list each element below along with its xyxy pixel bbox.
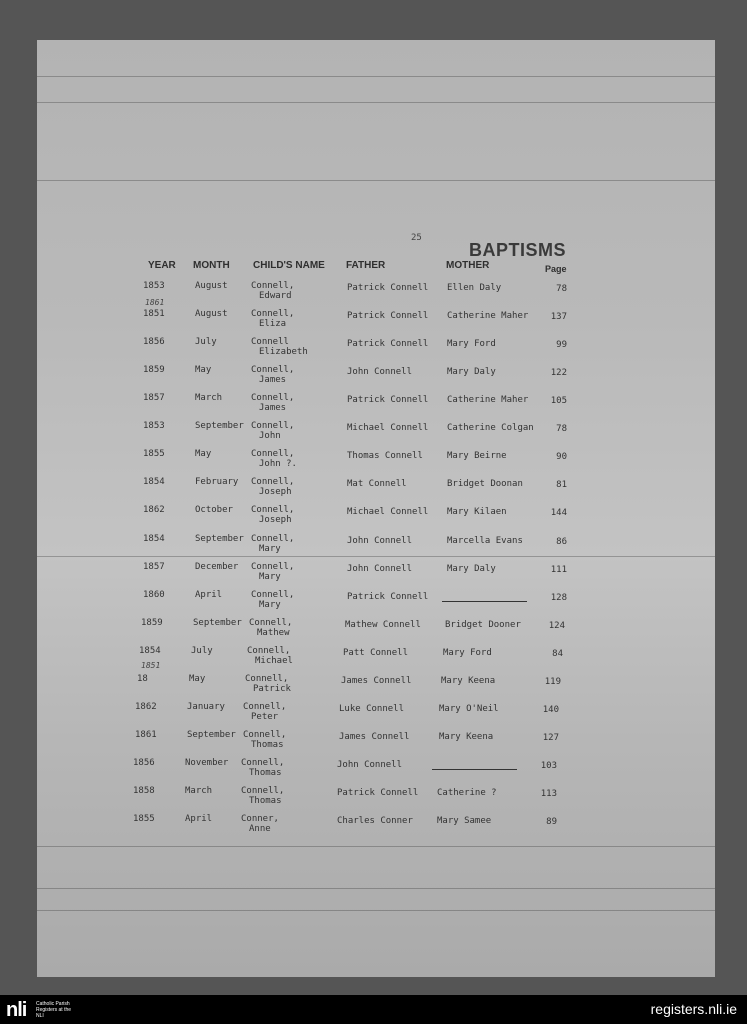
mother-name: Mary Kilaen (447, 507, 507, 517)
baptism-month: July (191, 646, 213, 656)
child-surname: Connell, (241, 758, 285, 768)
child-surname: Connell, (251, 281, 295, 291)
child-surname: Connell, (247, 646, 291, 656)
margin-note-1: 1861 (145, 298, 165, 307)
child-forename: Thomas (251, 740, 284, 750)
baptism-month: April (195, 590, 223, 600)
register-row (37, 449, 715, 477)
register-page-ref: 86 (556, 537, 567, 547)
register-page-ref: 78 (556, 424, 567, 434)
child-surname: Connell, (251, 421, 295, 431)
baptism-year: 1856 (143, 337, 165, 347)
register-page-ref: 89 (546, 817, 557, 827)
child-surname: Connell, (251, 505, 295, 515)
register-page-ref: 105 (550, 396, 567, 406)
father-name: John Connell (337, 760, 403, 770)
register-row (37, 337, 715, 365)
baptism-year: 1853 (143, 421, 165, 431)
baptism-month: May (189, 674, 206, 684)
baptism-month: September (195, 534, 244, 544)
child-forename: Joseph (259, 487, 292, 497)
child-surname: Connell, (251, 365, 295, 375)
logo-caption: Catholic Parish Registers at the NLI (36, 1001, 72, 1019)
baptism-month: August (195, 281, 228, 291)
baptism-year: 1859 (141, 618, 163, 628)
baptism-year: 1855 (133, 814, 155, 824)
mother-name: Mary Daly (447, 564, 496, 574)
register-page-ref: 81 (556, 480, 567, 490)
register-page-ref: 84 (552, 649, 563, 659)
mother-name: Mary Daly (447, 367, 496, 377)
blank-mother-line (432, 769, 517, 770)
father-name: John Connell (347, 367, 413, 377)
register-page-ref: 78 (556, 284, 567, 294)
baptism-year: 1851 (143, 309, 165, 319)
register-row (37, 618, 713, 646)
register-page-ref: 137 (550, 312, 567, 322)
baptism-year: 1854 (143, 534, 165, 544)
register-page-ref: 99 (556, 340, 567, 350)
child-surname: Connell, (251, 534, 295, 544)
child-forename: Thomas (249, 796, 282, 806)
margin-note-2: 1851 (141, 661, 161, 670)
child-forename: John ?. (259, 459, 297, 469)
baptism-year: 1854 (139, 646, 161, 656)
baptism-month: August (195, 309, 228, 319)
mother-name: Catherine Maher (447, 311, 529, 321)
father-name: Mathew Connell (345, 620, 421, 630)
child-forename: Edward (259, 291, 292, 301)
child-forename: James (259, 375, 287, 385)
father-name: John Connell (347, 536, 413, 546)
father-name: Luke Connell (339, 704, 405, 714)
baptism-year: 1861 (135, 730, 157, 740)
site-link[interactable]: registers.nli.ie (650, 1001, 737, 1017)
child-surname: Connell, (251, 562, 295, 572)
baptism-year: 18 (137, 674, 148, 684)
father-name: Thomas Connell (347, 451, 423, 461)
baptism-month: September (187, 730, 236, 740)
header-page: Page (545, 264, 567, 274)
father-name: Patrick Connell (347, 592, 429, 602)
baptism-year: 1859 (143, 365, 165, 375)
baptism-month: December (195, 562, 239, 572)
child-surname: Connell, (243, 702, 287, 712)
mother-name: Mary Keena (439, 732, 494, 742)
baptism-month: September (195, 421, 244, 431)
register-row (37, 814, 705, 842)
child-surname: Connell, (251, 590, 295, 600)
father-name: Patrick Connell (337, 788, 419, 798)
baptism-year: 1858 (133, 786, 155, 796)
header-child-name: CHILD'S NAME (253, 260, 325, 271)
mother-name: Mary Beirne (447, 451, 507, 461)
page-number: 25 (411, 233, 422, 243)
register-row (37, 590, 715, 618)
register-page-ref: 103 (540, 761, 557, 771)
child-forename: Michael (255, 656, 293, 666)
child-forename: Mary (259, 544, 281, 554)
child-forename: Anne (249, 824, 271, 834)
blank-mother-line (442, 601, 527, 602)
father-name: John Connell (347, 564, 413, 574)
register-row (37, 393, 715, 421)
baptism-month: July (195, 337, 217, 347)
register-row (37, 365, 715, 393)
child-surname: Connell, (243, 730, 287, 740)
child-surname: Connell, (251, 477, 295, 487)
mother-name: Catherine Colgan (447, 423, 534, 433)
register-row (37, 786, 705, 814)
mother-name: Mary Samee (437, 816, 492, 826)
child-forename: John (259, 431, 281, 441)
baptism-month: May (195, 365, 212, 375)
father-name: James Connell (339, 732, 410, 742)
child-forename: Thomas (249, 768, 282, 778)
child-surname: Conner, (241, 814, 279, 824)
baptism-year: 1854 (143, 477, 165, 487)
baptism-month: March (185, 786, 213, 796)
baptism-month: May (195, 449, 212, 459)
child-forename: Patrick (253, 684, 291, 694)
child-surname: Connell (251, 337, 289, 347)
baptism-month: September (193, 618, 242, 628)
register-row (37, 702, 707, 730)
register-page (37, 40, 715, 977)
mother-name: Ellen Daly (447, 283, 502, 293)
child-surname: Connell, (251, 393, 295, 403)
register-page-ref: 111 (550, 565, 567, 575)
father-name: Patt Connell (343, 648, 409, 658)
register-row (37, 309, 715, 337)
register-page-ref: 144 (550, 508, 567, 518)
header-mother: MOTHER (446, 260, 490, 271)
header-father: FATHER (346, 260, 386, 271)
father-name: James Connell (341, 676, 412, 686)
child-forename: Eliza (259, 319, 287, 329)
child-surname: Connell, (251, 449, 295, 459)
register-page-ref: 127 (542, 733, 559, 743)
mother-name: Catherine Maher (447, 395, 529, 405)
register-page-ref: 90 (556, 452, 567, 462)
register-page-ref: 122 (550, 368, 567, 378)
baptism-year: 1853 (143, 281, 165, 291)
baptism-year: 1862 (143, 505, 165, 515)
father-name: Patrick Connell (347, 311, 429, 321)
register-row (37, 562, 715, 590)
baptism-month: January (187, 702, 225, 712)
register-row (37, 505, 715, 533)
baptism-year: 1857 (143, 393, 165, 403)
baptism-year: 1862 (135, 702, 157, 712)
father-name: Charles Conner (337, 816, 413, 826)
register-page-ref: 113 (540, 789, 557, 799)
mother-name: Mary Ford (443, 648, 492, 658)
child-forename: Peter (251, 712, 279, 722)
register-row (37, 758, 705, 786)
register-page-ref: 124 (548, 621, 565, 631)
baptism-month: April (185, 814, 213, 824)
baptism-month: February (195, 477, 239, 487)
father-name: Mat Connell (347, 479, 407, 489)
father-name: Michael Connell (347, 423, 429, 433)
baptism-year: 1855 (143, 449, 165, 459)
baptism-year: 1857 (143, 562, 165, 572)
father-name: Michael Connell (347, 507, 429, 517)
register-row (37, 674, 709, 702)
child-surname: Connell, (251, 309, 295, 319)
baptism-year: 1856 (133, 758, 155, 768)
child-forename: Joseph (259, 515, 292, 525)
child-forename: Mary (259, 600, 281, 610)
mother-name: Bridget Dooner (445, 620, 521, 630)
mother-name: Bridget Doonan (447, 479, 523, 489)
baptism-year: 1860 (143, 590, 165, 600)
register-row (37, 730, 707, 758)
child-forename: Elizabeth (259, 347, 308, 357)
child-forename: Mary (259, 572, 281, 582)
child-forename: James (259, 403, 287, 413)
mother-name: Mary Keena (441, 676, 496, 686)
nli-logo[interactable]: nli (6, 999, 27, 1021)
mother-name: Mary O'Neil (439, 704, 499, 714)
mother-name: Mary Ford (447, 339, 496, 349)
header-year: YEAR (148, 260, 176, 271)
baptism-month: March (195, 393, 223, 403)
register-row (37, 281, 715, 309)
register-row (37, 477, 715, 505)
child-surname: Connell, (249, 618, 293, 628)
register-row (37, 646, 711, 674)
father-name: Patrick Connell (347, 395, 429, 405)
baptism-month: October (195, 505, 233, 515)
register-page-ref: 140 (542, 705, 559, 715)
register-page-ref: 119 (544, 677, 561, 687)
child-surname: Connell, (245, 674, 289, 684)
child-forename: Mathew (257, 628, 290, 638)
register-row (37, 534, 715, 562)
baptism-month: November (185, 758, 229, 768)
footer-bar (0, 995, 747, 1024)
header-month: MONTH (193, 260, 230, 271)
child-surname: Connell, (241, 786, 285, 796)
mother-name: Catherine ? (437, 788, 497, 798)
register-row (37, 421, 715, 449)
father-name: Patrick Connell (347, 283, 429, 293)
register-title: BAPTISMS (469, 240, 567, 260)
mother-name: Marcella Evans (447, 536, 523, 546)
register-page-ref: 128 (550, 593, 567, 603)
father-name: Patrick Connell (347, 339, 429, 349)
